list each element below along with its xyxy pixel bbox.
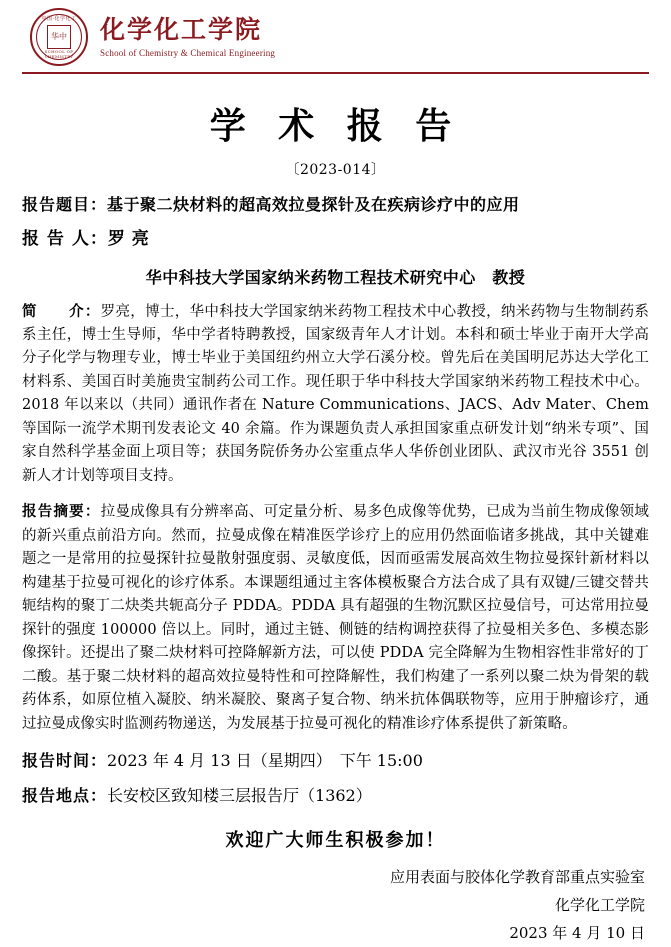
welcome-message: 欢迎广大师生积极参加！ — [225, 830, 446, 852]
school-name-cn: 化学化工学院 — [100, 15, 263, 45]
seal-bottom-text: SCHOOL OF CHEMISTRY — [44, 49, 74, 59]
speaker-value: 罗 亮 — [107, 229, 150, 249]
biography-text: 罗亮，博士，华中科技大学国家纳米药物工程技术中心教授，纳米药物与生物制药系系主任，博士生导师，华中学者特聘教授，国家级青年人才计划。本科和硕士毕业于南开大学高分子化学与物理专业，博士毕业于美国纽约州立大学石溪分校。曾先后在美国明尼苏达大学化工材料系、美国百时美施贵宝制药公司工作。现任职于华中科技大学国家纳米药物工程技术中心。2018 年以来以（共同）通讯作者在 Nature Communications、JACS、Adv Mater、Chem 等国际一流学术期刊发表论文 40 余篇。作为课题负责人承担国家重点研发计划“纳米专项”、国家自然科学基金面上项目等；获国务院侨务办公室重点华人华侨创业团队、武汉市光谷 3551 创新人才计划等项目支持。 — [22, 303, 650, 484]
topic-value: 基于聚二炔材料的超高效拉曼探针及在疾病诊疗中的应用 — [107, 195, 520, 214]
abstract-text: 拉曼成像具有分辨率高、可定量分析、易多色成像等优势，已成为当前生物成像领域的新兴重点前沿方向。然而，拉曼成像在精准医学诊疗上的应用仍然面临诸多挑战，其中关键难题之一是常用的拉曼探针拉曼散射强度弱、灵敏度低，因而亟需发展高效生物拉曼探针新材料以构建基于拉曼可视化的诊疗体系。本课题组通过主客体模板聚合方法合成了具有双键/三键交替共轭结构的聚丁二炔类共轭高分子 PDDA。PDDA 具有超强的生物沉默区拉曼信号，可达常用拉曼探针的强度 100000 倍以上。同时，通过主链、侧链的结构调控获得了拉曼相关多色、多模态影像探针。还提出了聚二炔材料可控降解新方法，可以使 PDDA 完全降解为生物相容性非常好的丁二酸。基于聚二炔材料的超高效拉曼特性和可控降解性，我们构建了一系列以聚二炔为骨架的载药体系，如原位植入凝胶、纳米凝胶、聚离子复合物、纳米抗体偶联物等，应用于肿瘤诊疗，通过拉曼成像实时监测药物递送，为发展基于拉曼可视化的精准诊疗体系提供了新策略。 — [22, 504, 650, 732]
seal-center-text: 华中 — [47, 25, 71, 49]
page-title: 学 术 报 告 — [209, 105, 462, 147]
document-number: 〔2023-014〕 — [285, 162, 386, 178]
speaker-label: 报 告 人： — [22, 229, 108, 249]
abstract-paragraph — [22, 500, 649, 736]
topic-row — [22, 193, 649, 217]
biography-label: 简 介： — [22, 302, 101, 320]
school-name-block — [100, 16, 275, 58]
university-seal-icon — [30, 8, 88, 66]
meeting-time-value: 2023 年 4 月 13 日（星期四） 下午 15:00 — [107, 751, 423, 771]
seal-top-text: 中国·化学化工 — [41, 16, 77, 22]
signature-line-2: 化学化工学院 — [554, 895, 645, 914]
meeting-place-label: 报告地点： — [22, 786, 108, 806]
signature-line-1: 应用表面与胶体化学教育部重点实验室 — [389, 868, 645, 887]
signature-block — [22, 864, 649, 947]
meeting-place-row — [22, 783, 649, 806]
meeting-time-row — [22, 748, 649, 771]
biography-paragraph — [22, 300, 649, 489]
meeting-place-value: 长安校区致知楼三层报告厅（1362） — [107, 786, 372, 806]
abstract-label: 报告摘要： — [22, 503, 101, 521]
meeting-time-label: 报告时间： — [22, 751, 108, 771]
topic-label: 报告题目： — [22, 195, 108, 214]
school-name-en: School of Chemistry & Chemical Engineering — [100, 47, 276, 58]
speaker-affiliation: 华中科技大学国家纳米药物工程技术研究中心 教授 — [145, 267, 526, 287]
signature-date: 2023 年 4 月 10 日 — [509, 923, 645, 942]
letterhead — [22, 0, 649, 74]
speaker-row — [22, 227, 649, 253]
